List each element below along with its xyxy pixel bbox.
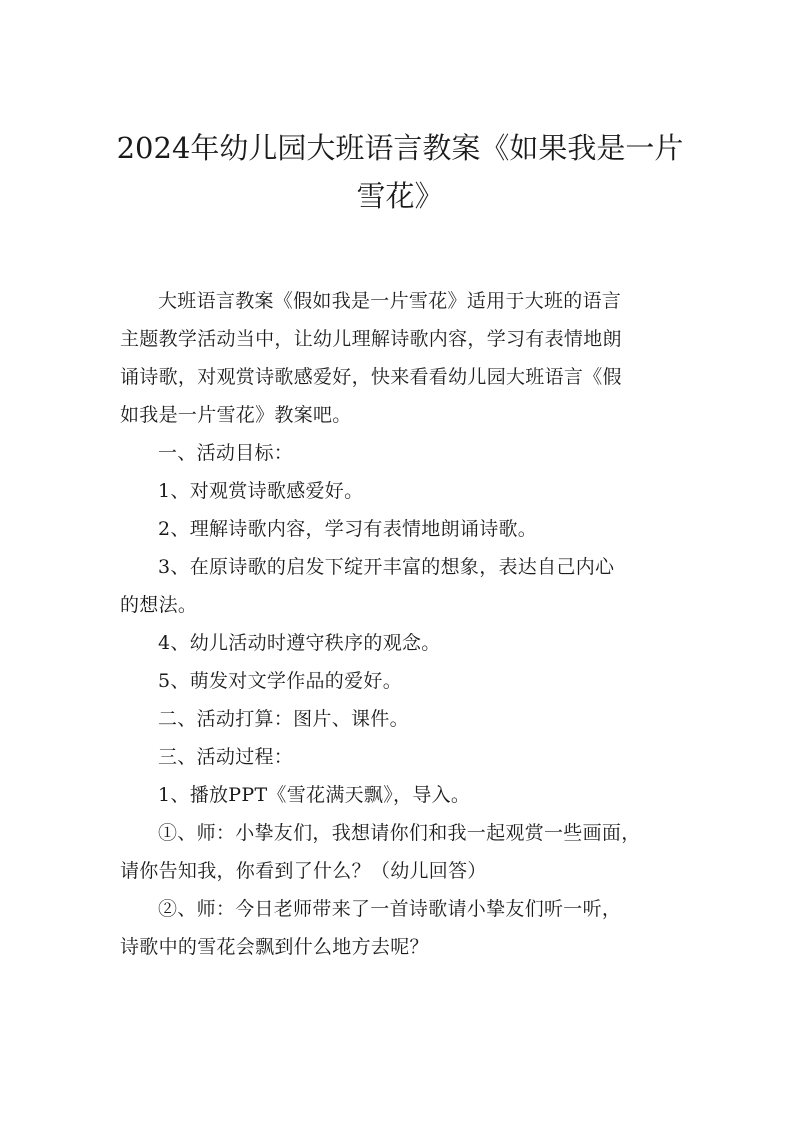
paragraph-intro-line: 主题教学活动当中，让幼儿理解诗歌内容，学习有表情地朗 [120,328,622,350]
paragraph-intro-line: 如我是一片雪花》教案吧。 [120,404,352,426]
process-step: 1、播放PPT《雪花满天飘》，导入。 [158,784,471,806]
paragraph-intro-line: 大班语言教案《假如我是一片雪花》适用于大班的语言 [158,290,622,312]
goal-item-continuation: 的想法。 [120,594,198,616]
goal-item: 3、在原诗歌的启发下绽开丰富的想象，表达自己内心 [158,556,615,578]
process-substep: ①、师：小挚友们，我想请你们和我一起观赏一些画面， [158,822,641,844]
section-heading-goals: 一、活动目标： [158,442,294,464]
goal-item: 5、萌发对文学作品的爱好。 [158,670,402,692]
goal-item: 4、幼儿活动时遵守秩序的观念。 [158,632,441,654]
process-substep-continuation: 请你告知我，你看到了什么？（幼儿回答） [120,860,487,882]
section-heading-process: 三、活动过程： [158,746,294,768]
process-substep: ②、师：今日老师带来了一首诗歌请小挚友们听一听， [158,898,622,920]
document-body [120,282,680,966]
document-title-line-1: 2024年幼儿园大班语言教案《如果我是一片 [116,131,684,165]
paragraph-intro-line: 诵诗歌，对观赏诗歌感爱好，快来看看幼儿园大班语言《假 [120,366,622,388]
goal-item: 2、理解诗歌内容，学习有表情地朗诵诗歌。 [158,518,538,540]
section-heading-preparation: 二、活动打算：图片、课件。 [158,708,409,730]
process-substep-continuation: 诗歌中的雪花会飘到什么地方去呢？ [120,936,429,958]
goal-item: 1、对观赏诗歌感爱好。 [158,480,364,502]
document-title-line-2: 雪花》 [356,179,444,213]
